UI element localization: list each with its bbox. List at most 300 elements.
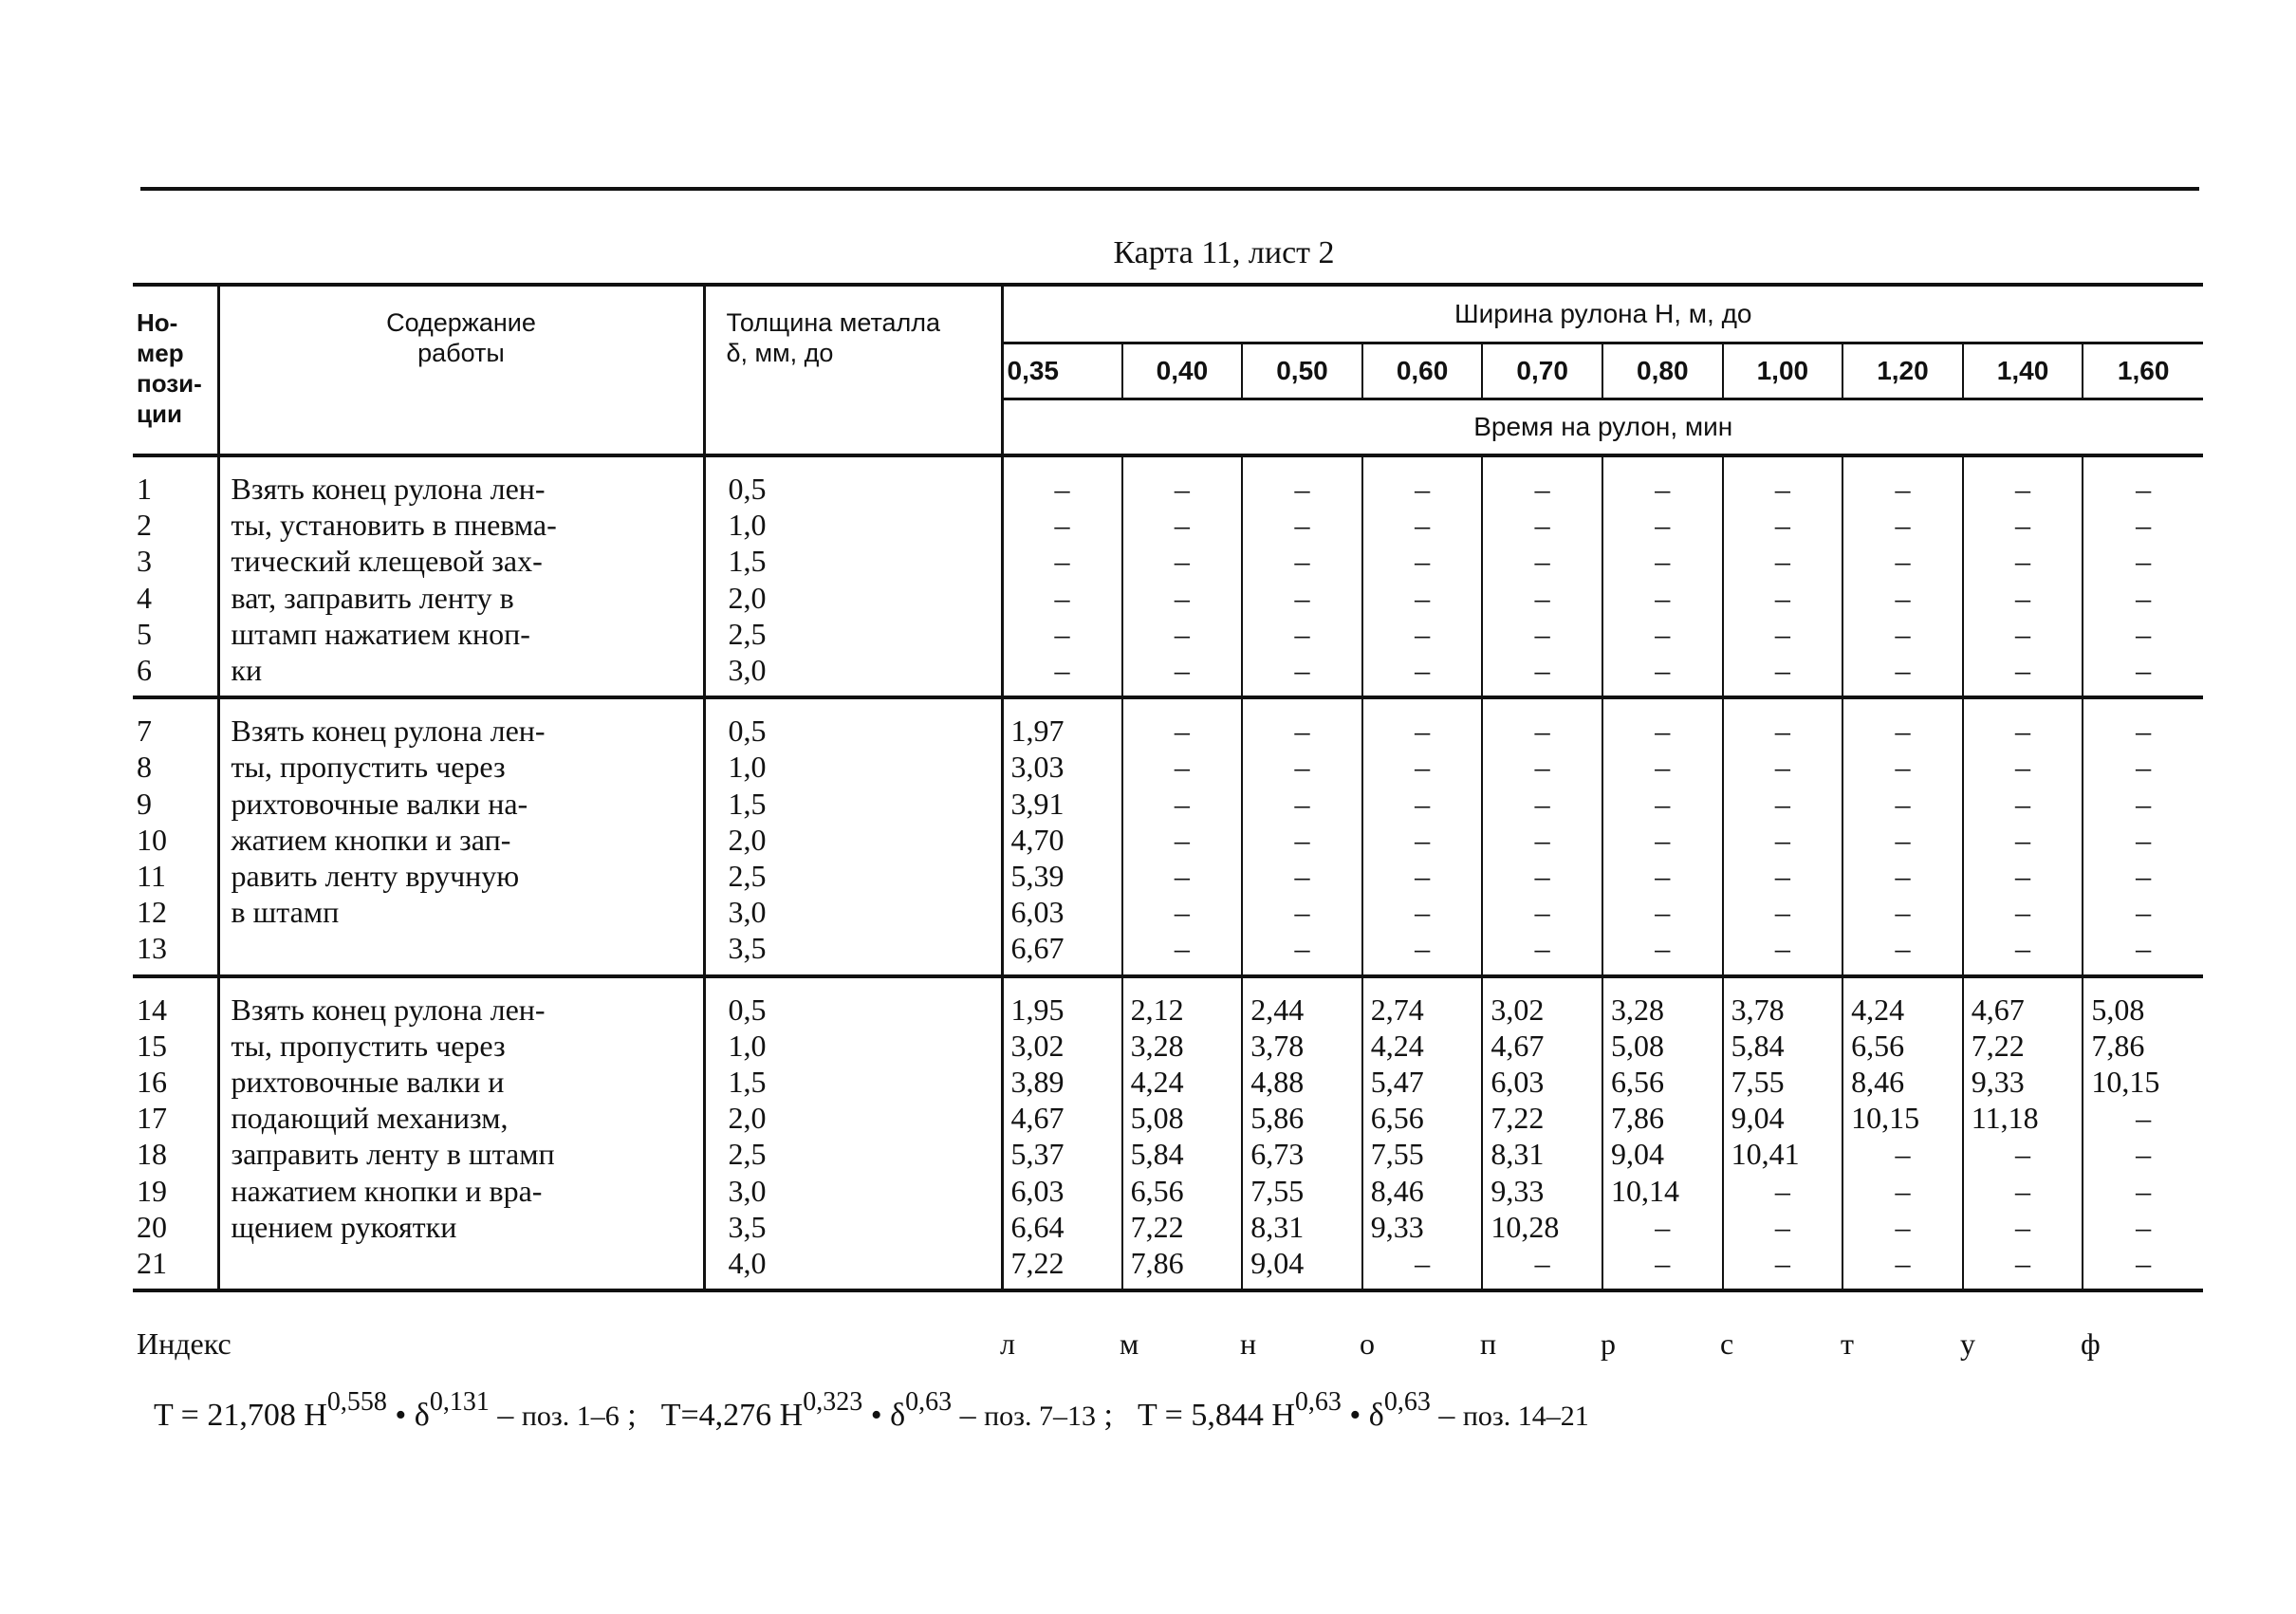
time-value: 7,22 [1963,1028,2083,1064]
time-value: – [1842,894,1963,930]
time-value: – [1482,580,1602,616]
time-value: – [2136,508,2152,543]
position-number: 10 [133,822,218,858]
time-value: – [1842,749,1963,785]
work-description-line: тический клещевой зах- [218,543,704,579]
time-value: 1,95 [1002,976,1122,1028]
work-description-line [218,930,704,975]
top-rule [140,187,2199,191]
time-value: 6,56 [1122,1173,1243,1209]
table-row [133,894,2203,930]
header-width-value: 1,00 [1723,343,1843,399]
thickness-value: 0,5 [704,697,1002,749]
time-value: – [1122,455,1243,507]
time-value: – [2136,616,2152,651]
time-value: – [1723,652,1843,697]
time-value: – [1602,749,1723,785]
time-value: – [1242,652,1362,697]
table-row [133,697,2203,749]
thickness-value: 3,0 [704,1173,1002,1209]
time-value: – [1122,697,1243,749]
work-description-line: щением рукоятки [218,1209,704,1245]
table-row [133,543,2203,579]
position-number: 9 [133,786,218,822]
time-value: 3,91 [1002,786,1122,822]
time-value: 5,84 [1723,1028,1843,1064]
time-value: – [2136,822,2152,857]
time-value: – [1842,1136,1963,1172]
time-value: – [1963,894,2083,930]
time-value: – [1122,507,1243,543]
table-row [133,822,2203,858]
time-value: – [1122,616,1243,652]
time-value: – [1002,543,1122,579]
time-value: 11,18 [1963,1100,2083,1136]
time-value: 6,56 [1842,1028,1963,1064]
time-value: 10,28 [1482,1209,1602,1245]
time-value: – [1122,652,1243,697]
index-letter: с [1720,1326,1734,1361]
time-value: – [1482,1245,1602,1290]
time-value: – [1723,616,1843,652]
header-width-value: 0,80 [1602,343,1723,399]
table-row [133,930,2203,975]
time-value: – [1842,786,1963,822]
work-description-line [218,1245,704,1290]
time-value: – [1482,616,1602,652]
work-description-line: ват, заправить ленту в [218,580,704,616]
sheet-caption: Карта 11, лист 2 [1113,235,1335,270]
time-value: – [1482,930,1602,975]
header-width-value: 1,20 [1842,343,1963,399]
index-letter: м [1120,1326,1139,1361]
index-letter: р [1601,1326,1616,1361]
work-description-line: нажатием кнопки и вра- [218,1173,704,1209]
work-description-line: рихтовочные валки и [218,1064,704,1100]
time-value: 3,78 [1723,976,1843,1028]
position-number: 13 [133,930,218,975]
header-width-value: 0,60 [1362,343,1483,399]
table-row [133,1136,2203,1172]
position-number: 2 [133,507,218,543]
time-value: 3,89 [1002,1064,1122,1100]
time-value: – [1002,652,1122,697]
thickness-value: 2,0 [704,822,1002,858]
time-value: – [1122,543,1243,579]
time-value: – [2136,714,2152,749]
time-value: – [1602,507,1723,543]
time-value: – [1602,786,1723,822]
thickness-value: 1,5 [704,543,1002,579]
time-value: – [1963,697,2083,749]
time-value: – [1842,858,1963,894]
index-letter: л [1000,1326,1015,1361]
header-width-value: 0,40 [1122,343,1243,399]
position-number: 19 [133,1173,218,1209]
header-width-value: 1,60 [2083,343,2203,399]
table-row [133,507,2203,543]
header-thickness: Толщина металла δ, мм, до [704,285,1002,455]
time-value: – [1963,749,2083,785]
time-value: – [1482,894,1602,930]
time-value: 7,22 [1482,1100,1602,1136]
time-value: – [1963,930,2083,975]
time-value: – [1122,749,1243,785]
time-value: 4,67 [1482,1028,1602,1064]
table-row [133,1100,2203,1136]
time-value: – [1842,930,1963,975]
thickness-value: 1,0 [704,507,1002,543]
thickness-value: 3,0 [704,652,1002,697]
time-value: 4,67 [1963,976,2083,1028]
table-row [133,1028,2203,1064]
time-value: – [1362,616,1483,652]
time-value: – [1723,749,1843,785]
time-value: – [1122,930,1243,975]
table-row [133,652,2203,697]
work-description-line: ки [218,652,704,697]
time-value: 2,44 [1242,976,1362,1028]
time-value: – [1482,858,1602,894]
time-value: 7,22 [1002,1245,1122,1290]
time-value: – [2136,1209,2152,1244]
formula: T = 21,708 H$^{0,558}$ • $\delta^{0,131}$ – поз. 1–6 ; [154,1387,637,1433]
formulas [154,1387,1589,1434]
time-value: – [1963,580,2083,616]
time-value: – [1002,455,1122,507]
time-value: 7,86 [1602,1100,1723,1136]
time-value: – [1242,697,1362,749]
time-value: 5,08 [1602,1028,1723,1064]
time-value: 4,67 [1002,1100,1122,1136]
time-value: – [1362,749,1483,785]
time-value: – [1002,507,1122,543]
time-value: 7,55 [1362,1136,1483,1172]
time-value: 8,31 [1482,1136,1602,1172]
time-value: – [1842,507,1963,543]
position-number: 15 [133,1028,218,1064]
time-value: – [1963,507,2083,543]
time-value: 9,04 [1242,1245,1362,1290]
time-value: – [1122,822,1243,858]
time-value: – [1963,652,2083,697]
time-value: – [1362,697,1483,749]
time-value: – [1482,749,1602,785]
position-number: 16 [133,1064,218,1100]
table-row [133,976,2203,1028]
table-row [133,1064,2203,1100]
time-value: 6,67 [1002,930,1122,975]
time-value: – [1842,1173,1963,1209]
time-value: – [1482,786,1602,822]
time-value: – [1602,894,1723,930]
time-value: 10,15 [1842,1100,1963,1136]
time-value: – [1723,1245,1843,1290]
time-value: – [1723,1209,1843,1245]
table-row [133,1245,2203,1290]
time-value: 6,03 [1482,1064,1602,1100]
time-value: – [1002,616,1122,652]
header-width-value: 0,70 [1482,343,1602,399]
time-value: – [1362,1245,1483,1290]
time-value: 3,03 [1002,749,1122,785]
time-value: – [1242,455,1362,507]
thickness-value: 3,5 [704,1209,1002,1245]
time-value: – [1842,616,1963,652]
time-value: 10,41 [1723,1136,1843,1172]
time-value: – [1602,455,1723,507]
time-value: 5,08 [2091,992,2145,1027]
time-value: – [2136,544,2152,579]
time-value: – [1963,1173,2083,1209]
time-value: – [2136,750,2152,785]
norms-table-wrapper [133,283,2203,1292]
position-number: 1 [133,455,218,507]
time-value: 5,37 [1002,1136,1122,1172]
time-value: – [1482,543,1602,579]
time-value: – [2083,1245,2203,1290]
time-value: – [1963,455,2083,507]
index-letter: ф [2081,1326,2101,1361]
index-letter: п [1480,1326,1497,1361]
time-value: – [1242,507,1362,543]
time-value: – [1723,822,1843,858]
time-value: 6,56 [1602,1064,1723,1100]
thickness-value: 1,5 [704,786,1002,822]
time-value: 3,02 [1002,1028,1122,1064]
time-value: – [1963,1245,2083,1290]
time-value: – [1963,1136,2083,1172]
position-number: 17 [133,1100,218,1136]
time-value: – [1122,786,1243,822]
time-value: – [1963,1209,2083,1245]
time-value: – [1602,1245,1723,1290]
header-position: Но- мер пози- ции [133,285,218,455]
time-value: – [2136,472,2152,506]
time-value: – [1723,580,1843,616]
position-number: 5 [133,616,218,652]
position-number: 20 [133,1209,218,1245]
index-letter: у [1960,1326,1975,1361]
time-value: – [1723,894,1843,930]
time-value: – [1362,930,1483,975]
time-value: – [1723,858,1843,894]
time-value: – [1242,930,1362,975]
position-number: 11 [133,858,218,894]
time-value: – [1602,616,1723,652]
time-value: 1,97 [1002,697,1122,749]
time-value: 4,24 [1362,1028,1483,1064]
table-row [133,616,2203,652]
time-value: – [1242,894,1362,930]
index-row [137,1326,2205,1374]
time-value: – [1842,1209,1963,1245]
time-value: – [1242,543,1362,579]
time-value: 2,12 [1122,976,1243,1028]
time-value: – [1842,580,1963,616]
time-value: – [1002,580,1122,616]
time-value: – [1482,822,1602,858]
time-value: 9,04 [1602,1136,1723,1172]
work-description-line: ты, установить в пневма- [218,507,704,543]
time-value: 9,33 [1482,1173,1602,1209]
time-value: – [1362,894,1483,930]
time-value: – [1242,858,1362,894]
header-width-group: Ширина рулона Н, м, до [1002,285,2203,343]
time-value: – [1602,697,1723,749]
time-value: – [1482,455,1602,507]
position-number: 18 [133,1136,218,1172]
time-value: – [1723,543,1843,579]
table-row [133,786,2203,822]
time-value: – [1602,930,1723,975]
time-value: 9,33 [1362,1209,1483,1245]
time-value: – [2136,580,2152,615]
time-value: – [2136,895,2152,930]
position-number: 14 [133,976,218,1028]
work-description-line: в штамп [218,894,704,930]
work-description-line: подающий механизм, [218,1100,704,1136]
time-value: 3,02 [1482,976,1602,1028]
time-value: – [1362,858,1483,894]
table-row [133,858,2203,894]
position-number: 6 [133,652,218,697]
work-description-line: ты, пропустить через [218,1028,704,1064]
time-value: – [1723,697,1843,749]
time-value: – [1242,786,1362,822]
time-value: 10,15 [2091,1065,2160,1100]
time-value: – [1602,580,1723,616]
time-value: 5,39 [1002,858,1122,894]
time-value: – [1482,697,1602,749]
time-value: 8,46 [1362,1173,1483,1209]
index-letter: т [1841,1326,1854,1361]
time-value: – [1362,580,1483,616]
time-value: – [1963,858,2083,894]
time-value: – [1963,786,2083,822]
time-value: – [2136,1137,2152,1172]
header-width-value: 0,50 [1242,343,1362,399]
time-value: – [1842,652,1963,697]
time-value: – [1362,652,1483,697]
index-letter: о [1360,1326,1375,1361]
time-value: – [1723,930,1843,975]
time-value: 6,03 [1002,1173,1122,1209]
thickness-value: 1,0 [704,749,1002,785]
position-number: 12 [133,894,218,930]
time-value: – [1482,507,1602,543]
index-label: Индекс [137,1326,231,1361]
time-value: – [1362,786,1483,822]
table-row [133,1209,2203,1245]
thickness-value: 2,5 [704,858,1002,894]
time-value: – [1242,580,1362,616]
table-body [133,455,2203,1290]
header-width-value: 1,40 [1963,343,2083,399]
time-value: – [1362,822,1483,858]
work-description-line: Взять конец рулона лен- [218,976,704,1028]
time-value: – [1842,543,1963,579]
time-value: – [1602,652,1723,697]
time-value: – [1602,1209,1723,1245]
time-value: 6,03 [1002,894,1122,930]
time-value: 5,84 [1122,1136,1243,1172]
thickness-value: 2,0 [704,580,1002,616]
time-value: – [1362,455,1483,507]
work-description-line: жатием кнопки и зап- [218,822,704,858]
time-value: 5,86 [1242,1100,1362,1136]
time-value: 7,86 [1122,1245,1243,1290]
header-time-group: Время на рулон, мин [1002,399,2203,456]
time-value: 8,46 [1842,1064,1963,1100]
time-value: – [1362,507,1483,543]
time-value: 3,28 [1602,976,1723,1028]
table-row [133,455,2203,507]
time-value: – [1842,455,1963,507]
time-value: – [1482,652,1602,697]
time-value: – [1963,822,2083,858]
time-value: – [1242,822,1362,858]
norms-table [133,283,2203,1292]
time-value: – [1602,858,1723,894]
formula: T=4,276 H$^{0,323}$ • $\delta^{0,63}$ – поз. 7–13 ; [660,1387,1113,1433]
time-value: – [1242,749,1362,785]
time-value: – [2083,652,2203,697]
time-value: 9,04 [1723,1100,1843,1136]
time-value: – [1842,697,1963,749]
position-number: 4 [133,580,218,616]
thickness-value: 2,5 [704,616,1002,652]
thickness-value: 2,5 [704,1136,1002,1172]
time-value: – [1963,616,2083,652]
time-value: 6,73 [1242,1136,1362,1172]
time-value: – [1362,543,1483,579]
time-value: – [1963,543,2083,579]
thickness-value: 1,5 [704,1064,1002,1100]
position-number: 8 [133,749,218,785]
time-value: – [2136,1173,2152,1208]
time-value: 7,55 [1723,1064,1843,1100]
time-value: 8,31 [1242,1209,1362,1245]
time-value: 4,70 [1002,822,1122,858]
formula: T = 5,844 H$^{0,63}$ • $\delta^{0,63}$ – поз. 14–21 [1137,1387,1589,1433]
time-value: – [1122,894,1243,930]
work-description-line: рихтовочные валки на- [218,786,704,822]
table-row [133,1173,2203,1209]
time-value: 4,88 [1242,1064,1362,1100]
thickness-value: 0,5 [704,455,1002,507]
position-number: 3 [133,543,218,579]
time-value: 9,33 [1963,1064,2083,1100]
time-value: – [2136,1101,2152,1136]
time-value: – [1842,822,1963,858]
thickness-value: 4,0 [704,1245,1002,1290]
time-value: 2,74 [1362,976,1483,1028]
table-row [133,580,2203,616]
time-value: – [1122,580,1243,616]
header-work: Содержание работы [218,285,704,455]
thickness-value: 3,0 [704,894,1002,930]
time-value: 10,14 [1602,1173,1723,1209]
thickness-value: 2,0 [704,1100,1002,1136]
time-value: – [1122,858,1243,894]
work-description-line: ты, пропустить через [218,749,704,785]
table-row [133,749,2203,785]
time-value: – [1242,616,1362,652]
time-value: – [1842,1245,1963,1290]
time-value: 4,24 [1842,976,1963,1028]
time-value: 3,78 [1242,1028,1362,1064]
